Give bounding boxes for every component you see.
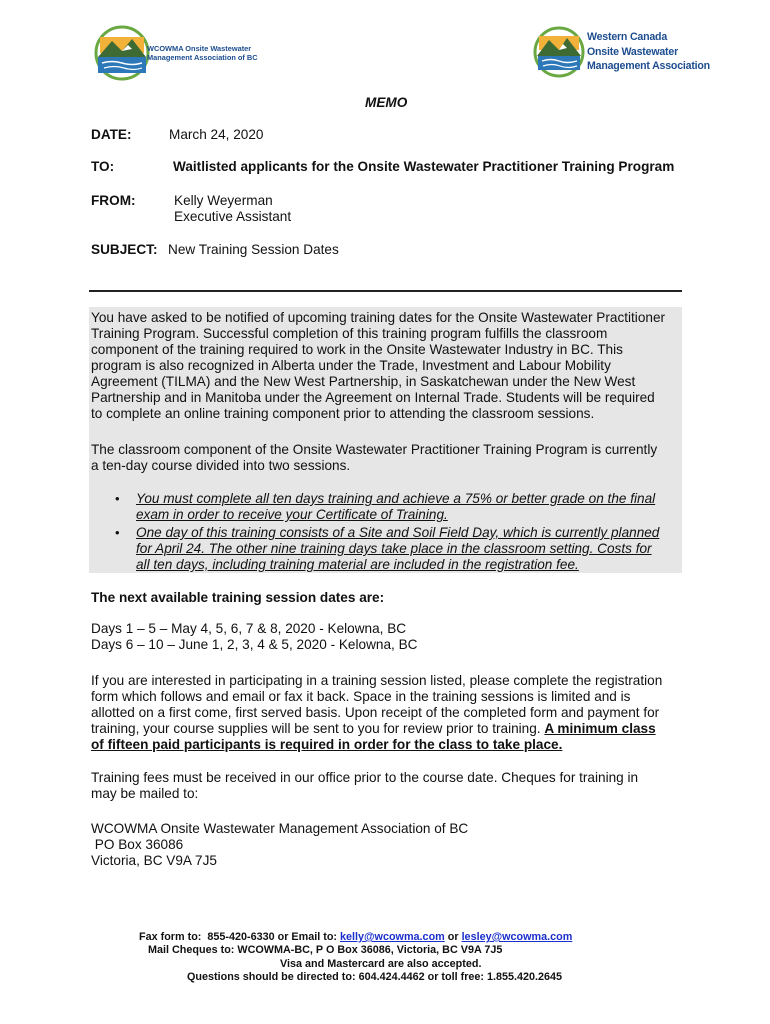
bullet1-line: You must complete all ten days training and achieve a 75% or better grade on the final xyxy=(136,491,656,506)
session-dates-1: Days 1 – 5 – May 4, 5, 6, 7 & 8, 2020 - Kelowna, BC xyxy=(91,621,407,636)
p2-line: a ten-day course divided into two sessions. xyxy=(91,458,351,473)
wcowma-emblem-icon xyxy=(533,26,585,78)
minimum-class-notice: A minimum class xyxy=(544,721,656,736)
email-link-kelly[interactable]: kelly@wcowma.com xyxy=(340,931,445,943)
to-label: TO: xyxy=(91,159,115,174)
from-label: FROM: xyxy=(91,193,136,208)
right-logo-line1: Western Canada xyxy=(587,31,668,43)
date-value: March 24, 2020 xyxy=(169,127,264,142)
p3-line: form which follows and email or fax it back. Space in the training sessions is limited and is xyxy=(91,689,631,704)
footer-fax-line xyxy=(139,931,572,944)
p1-line: Partnership and in Manitoba under the Agreement on Internal Trade. Students will be required xyxy=(91,390,655,405)
left-logo-line2: Management Association of BC xyxy=(147,53,258,62)
p4-line: Training fees must be received in our office prior to the course date. Cheques for training in xyxy=(91,770,639,785)
bullet2-line: for April 24. The other nine training days take place in the classroom setting. Costs for xyxy=(136,541,652,556)
left-logo-text xyxy=(147,44,258,62)
p3-line: If you are interested in participating in a training session listed, please complete the registration xyxy=(91,673,663,688)
right-logo-line2: Onsite Wastewater xyxy=(587,45,678,58)
from-name: Kelly Weyerman xyxy=(174,193,273,208)
wcowma-logo xyxy=(533,26,585,78)
footer-questions-line: Questions should be directed to: 604.424.4462 or toll free: 1.855.420.2645 xyxy=(187,971,563,983)
footer-or-text: or xyxy=(444,931,462,943)
to-value: Waitlisted applicants for the Onsite Wastewater Practitioner Training Program xyxy=(173,159,675,174)
p3-line: allotted on a first come, first served basis. Upon receipt of the completed form and payment for xyxy=(91,705,660,720)
p3-line4-text: training, your course supplies will be sent to you for review prior to training. xyxy=(91,721,545,736)
bullet2-line: One day of this training consists of a Site and Soil Field Day, which is currently planned xyxy=(136,525,660,540)
bullet-icon: • xyxy=(115,491,120,506)
bullet-icon: • xyxy=(115,525,120,540)
right-logo-text xyxy=(587,30,710,74)
p4-line: may be mailed to: xyxy=(91,786,199,801)
subject-value: New Training Session Dates xyxy=(168,242,339,257)
footer-fax-text: Fax form to: 855-420-6330 or Email to: xyxy=(139,931,341,943)
footer-mail-line: Mail Cheques to: WCOWMA-BC, P O Box 36086, Victoria, BC V9A 7J5 xyxy=(148,944,503,956)
footer-visa-line: Visa and Mastercard are also accepted. xyxy=(280,958,482,970)
address-line: WCOWMA Onsite Wastewater Management Association of BC xyxy=(91,821,469,836)
p2-line: The classroom component of the Onsite Wastewater Practitioner Training Program is currently xyxy=(91,442,658,457)
bullet2-line: all ten days, including training material are included in the registration fee. xyxy=(136,557,579,572)
minimum-class-notice-cont: of fifteen paid participants is required in order for the class to take place. xyxy=(91,737,563,752)
email-link-lesley[interactable]: lesley@wcowma.com xyxy=(461,931,573,943)
session-dates-2: Days 6 – 10 – June 1, 2, 3, 4 & 5, 2020 - Kelowna, BC xyxy=(91,637,418,652)
p1-line: Agreement (TILMA) and the New West Partnership, in Saskatchewan under the New West xyxy=(91,374,636,389)
p1-line: program is also recognized in Alberta under the Trade, Investment and Labour Mobility xyxy=(91,358,611,373)
memo-title: MEMO xyxy=(365,95,408,110)
bullet1-line: exam in order to receive your Certificate of Training. xyxy=(136,507,448,522)
next-sessions-heading: The next available training session dates are: xyxy=(91,590,385,605)
right-logo-line3: Management Association xyxy=(587,60,710,72)
date-label: DATE: xyxy=(91,127,132,142)
p1-line: to complete an online training component prior to attending the classroom sessions. xyxy=(91,406,595,421)
wcowma-bc-logo xyxy=(92,25,152,81)
left-logo-line1: WCOWMA Onsite Wastewater xyxy=(147,44,252,53)
p3-line xyxy=(91,721,656,737)
wcowma-bc-emblem-icon xyxy=(92,25,152,81)
header-divider xyxy=(89,290,682,292)
from-title: Executive Assistant xyxy=(174,209,292,224)
p1-line: component of the training required to work in the Onsite Wastewater Industry in BC. This xyxy=(91,342,623,357)
address-line: PO Box 36086 xyxy=(91,837,184,852)
p1-line: You have asked to be notified of upcoming training dates for the Onsite Wastewater Practitioner xyxy=(91,310,666,325)
p1-line: Training Program. Successful completion of this training program fulfills the classroom xyxy=(91,326,608,341)
address-line: Victoria, BC V9A 7J5 xyxy=(91,853,217,868)
subject-label: SUBJECT: xyxy=(91,242,158,257)
